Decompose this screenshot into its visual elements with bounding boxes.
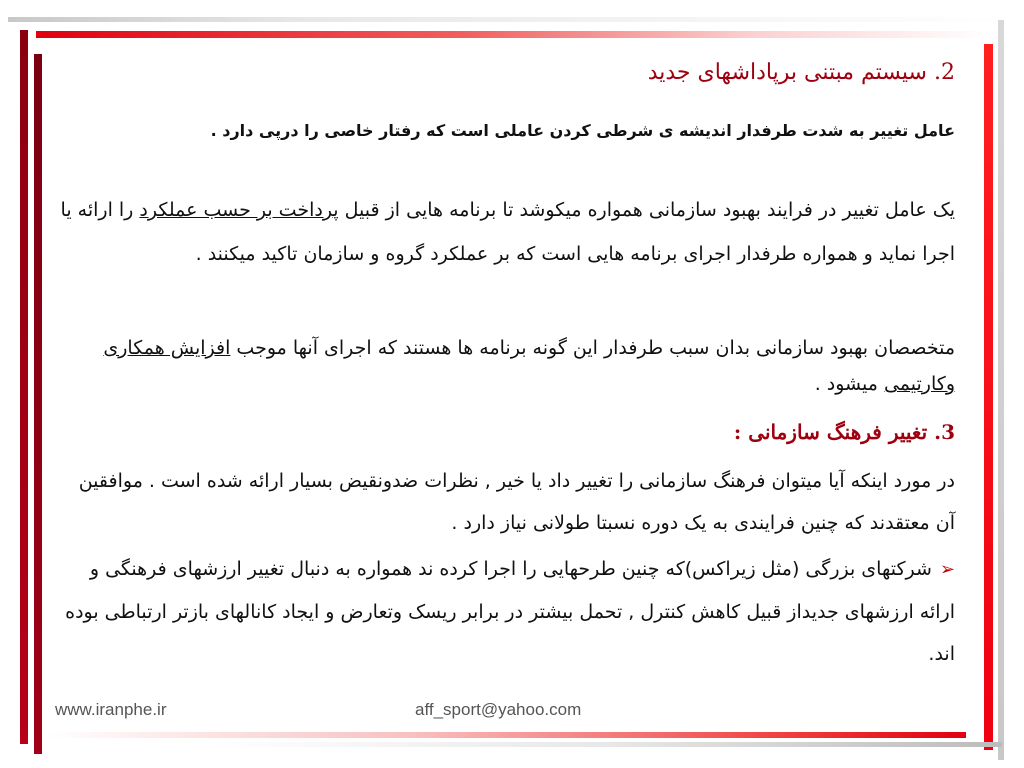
bottom-decor-bar-red (46, 732, 966, 738)
slide-subtitle: عامل تغییر به شدت طرفدار اندیشه ی شرطی کردن عاملی است که رفتار خاصی را درپی دارد . (210, 121, 955, 140)
section-heading-culture-change: 3. تغییر فرهنگ سازمانی : (733, 420, 955, 444)
p2-text-before: متخصصان بهبود سازمانی بدان سبب طرفدار این گونه برنامه ها هستند که اجرای آنها موجب (230, 337, 955, 359)
right-decor-bar-red (984, 44, 993, 750)
left-decor-bar-outer (20, 30, 28, 744)
top-decor-bar-red (36, 31, 991, 38)
left-decor-bar-inner (34, 54, 42, 754)
p1-underlined-term: پرداخت بر حسب عملکرد (139, 199, 339, 221)
p2-underlined-term: افزایش همکاری وکارتیمی (103, 337, 955, 395)
slide-heading (60, 60, 955, 85)
footer-website: www.iranphe.ir (55, 700, 167, 719)
arrow-bullet-icon: ➢ (939, 559, 955, 580)
bottom-decor-bar-gray (206, 742, 1002, 747)
paragraph-culture-change: در مورد اینکه آیا میتوان فرهنگ سازمانی را تغییر داد یا خیر , نظرات ضدونقیض بسیار ارائه شده است . موافقین آن معتقدند که چنین فرایندی به یک دوره نسبتا طولانی نیاز دارد . (78, 470, 955, 534)
bullet-text: شرکتهای بزرگی (مثل زیراکس)که چنین طرحهایی را اجرا کرده ند همواره به دنبال تغییر ارزشهای فرهنگی و ارائه ارزشهای جدیداز قبیل کاهش کنترل , تحمل بیشتر در برابر ریسک وتعارض و ایجاد کانالهای بازتر ارتباطی بوده اند. (65, 558, 955, 665)
p1-text-before: یک عامل تغییر در فرایند بهبود سازمانی همواره میکوشد تا برنامه هایی از قبیل (338, 199, 955, 221)
p2-text-after: میشود . (814, 373, 884, 395)
footer-email: aff_sport@yahoo.com (415, 700, 582, 719)
bullet-paragraph-large-companies (60, 548, 955, 675)
p1-text-after: را ارائه یا اجرا نماید و همواره طرفدار اجرای برنامه هایی است که بر عملکرد گروه و سازمان تاکید میکنند . (60, 199, 955, 265)
right-decor-bar-gray (998, 20, 1004, 760)
heading-number: 2. (934, 60, 955, 85)
top-decor-bar-gray (8, 17, 1013, 22)
paragraph-experts (60, 330, 955, 402)
heading-text: سیستم مبتنی برپاداشهای جدید (647, 60, 927, 85)
paragraph-pay-for-performance (60, 188, 955, 276)
